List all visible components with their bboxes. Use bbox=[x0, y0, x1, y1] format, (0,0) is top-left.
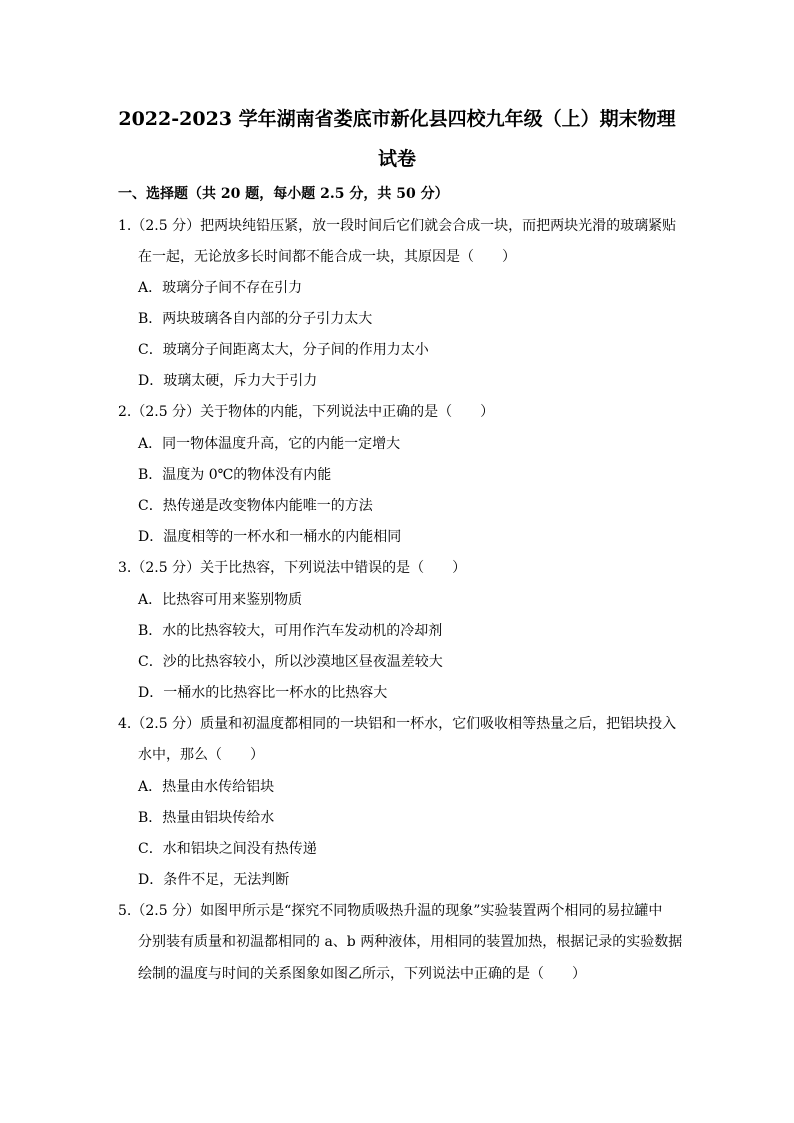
question-5-stem-line-2: 分别装有质量和初温都相同的 a、b 两种液体，用相同的装置加热，根据记录的实验数据 bbox=[138, 934, 683, 950]
question-4-option-a: A．热量由水传给铝块 bbox=[138, 779, 275, 795]
question-1-stem-line-1: 1.（2.5 分）把两块纯铅压紧，放一段时间后它们就会合成一块，而把两块光滑的玻璃紧贴 bbox=[118, 218, 677, 234]
question-4-option-c: C．水和铝块之间没有热传递 bbox=[138, 841, 317, 857]
question-4-option-b: B．热量由铝块传给水 bbox=[138, 810, 275, 826]
question-2-stem-line-1: 2.（2.5 分）关于物体的内能，下列说法中正确的是（ ） bbox=[118, 404, 495, 420]
question-1-option-a: A．玻璃分子间不存在引力 bbox=[138, 280, 303, 296]
question-1-option-b: B．两块玻璃各自内部的分子引力太大 bbox=[138, 311, 373, 327]
question-3-option-d: D．一桶水的比热容比一杯水的比热容大 bbox=[138, 685, 388, 701]
question-2-option-a: A．同一物体温度升高，它的内能一定增大 bbox=[138, 436, 401, 452]
question-3-option-a: A．比热容可用来鉴别物质 bbox=[138, 592, 303, 608]
question-2-option-d: D．温度相等的一杯水和一桶水的内能相同 bbox=[138, 529, 402, 545]
document-title-line-1: 2022-2023 学年湖南省娄底市新化县四校九年级（上）期末物理 bbox=[118, 108, 676, 130]
question-1-option-c: C．玻璃分子间距离太大，分子间的作用力太小 bbox=[138, 342, 429, 358]
question-3-stem-line-1: 3.（2.5 分）关于比热容，下列说法中错误的是（ ） bbox=[118, 560, 467, 576]
question-5-stem-line-3: 绘制的温度与时间的关系图象如图乙所示，下列说法中正确的是（ ） bbox=[138, 966, 586, 982]
question-1-option-d: D．玻璃太硬，斥力大于引力 bbox=[138, 373, 318, 389]
question-2-option-c: C．热传递是改变物体内能唯一的方法 bbox=[138, 498, 373, 514]
question-3-option-b: B．水的比热容较大，可用作汽车发动机的冷却剂 bbox=[138, 623, 443, 639]
question-4-option-d: D．条件不足，无法判断 bbox=[138, 872, 290, 888]
question-1-stem-line-2: 在一起，无论放多长时间都不能合成一块，其原因是（ ） bbox=[138, 249, 516, 265]
section-header: 一、选择题（共 20 题，每小题 2.5 分，共 50 分） bbox=[118, 186, 449, 202]
question-4-stem-line-2: 水中，那么（ ） bbox=[138, 747, 264, 763]
question-4-stem-line-1: 4.（2.5 分）质量和初温度都相同的一块铝和一杯水，它们吸收相等热量之后，把铝块投入 bbox=[118, 716, 677, 732]
question-5-stem-line-1: 5.（2.5 分）如图甲所示是“探究不同物质吸热升温的现象”实验装置两个相同的易拉罐中 bbox=[118, 903, 663, 919]
question-3-option-c: C．沙的比热容较小，所以沙漠地区昼夜温差较大 bbox=[138, 654, 443, 670]
document-title-line-2: 试卷 bbox=[377, 148, 416, 170]
question-2-option-b: B．温度为 0℃的物体没有内能 bbox=[138, 467, 332, 483]
